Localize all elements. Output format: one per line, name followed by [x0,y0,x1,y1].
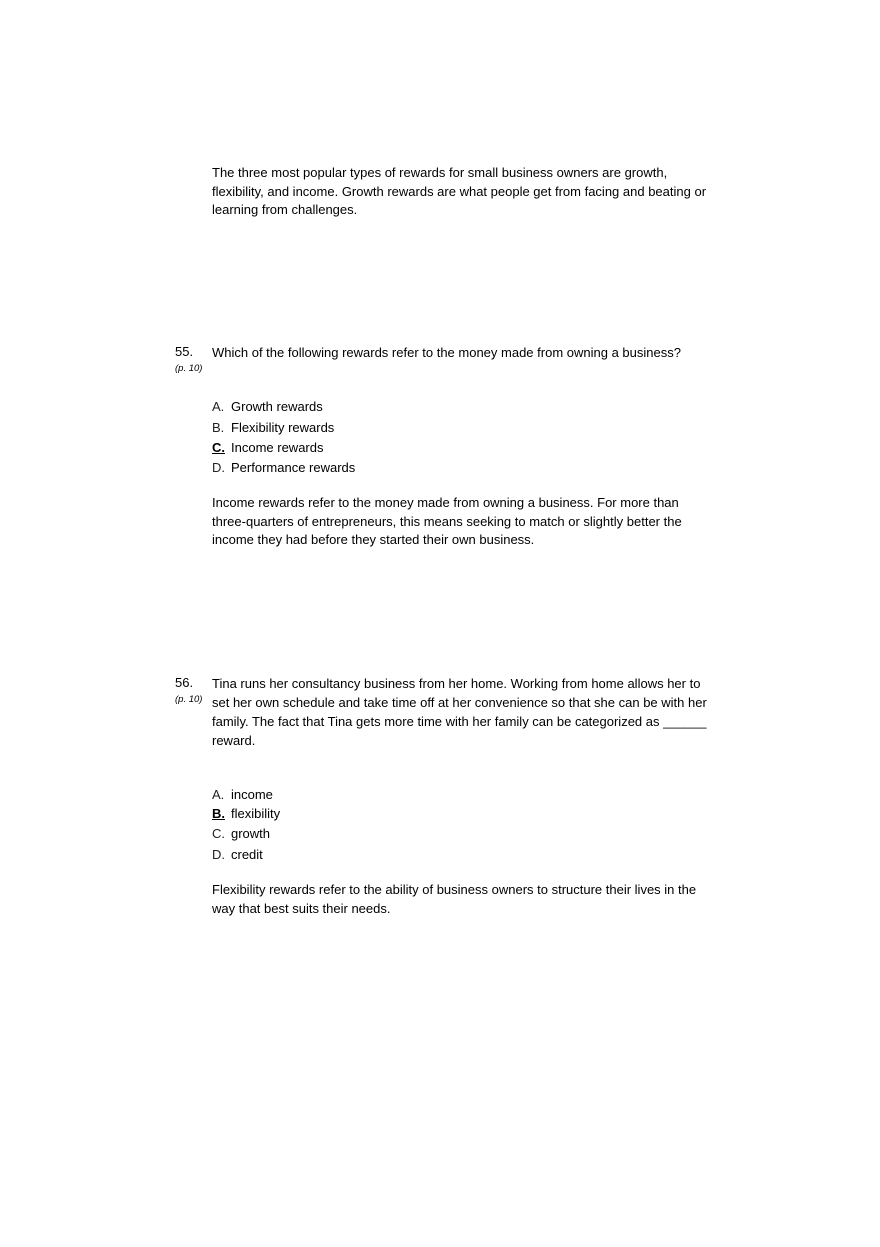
option-text: income [231,787,273,802]
option-text: growth [231,826,271,841]
answer-option-correct [212,804,280,824]
answer-option [212,785,273,805]
option-text: flexibility [231,806,281,821]
option-letter: D. [212,460,225,475]
answer-explanation: Income rewards refer to the money made from owning a business. For more than three-quarters of entrepreneurs, this means seeking to match or slightly better the income they had before they started their own business. [212,495,682,547]
answer-option [212,397,323,417]
option-letter: A. [212,787,225,802]
option-text: Growth rewards [231,399,323,414]
option-text: Income rewards [231,440,324,455]
answer-explanation: Flexibility rewards refer to the ability of business owners to structure their lives in the way that best suits their needs. [212,882,697,916]
option-letter: B. [212,420,225,435]
question-text: Tina runs her consultancy business from her home. Working from home allows her to set her own schedule and take time off at her convenience so that she can be with her family. The fact that Tina gets more time with her family can be categorized as ______ reward. [212,676,707,748]
question-page-reference: (p. 10) [175,363,203,374]
option-letter: D. [212,847,225,862]
previous-question-explanation: The three most popular types of rewards for small business owners are growth, flexibility, and income. Growth rewards are what people get from facing and beating or learning from challenges. [212,165,707,217]
question-text: Which of the following rewards refer to the money made from owning a business? [212,345,681,360]
answer-option [212,418,334,438]
option-text: Performance rewards [231,460,356,475]
correct-option-letter: B. [212,806,225,821]
answer-option [212,824,270,844]
option-text: credit [231,847,263,862]
correct-option-letter: C. [212,440,225,455]
question-page-reference: (p. 10) [175,694,203,705]
question-number: 56. [175,675,194,690]
option-text: Flexibility rewards [231,420,335,435]
answer-option-correct [212,438,323,458]
option-letter: A. [212,399,225,414]
option-letter: C. [212,826,225,841]
answer-option [212,458,355,478]
answer-option [212,845,263,865]
question-number: 55. [175,344,194,359]
